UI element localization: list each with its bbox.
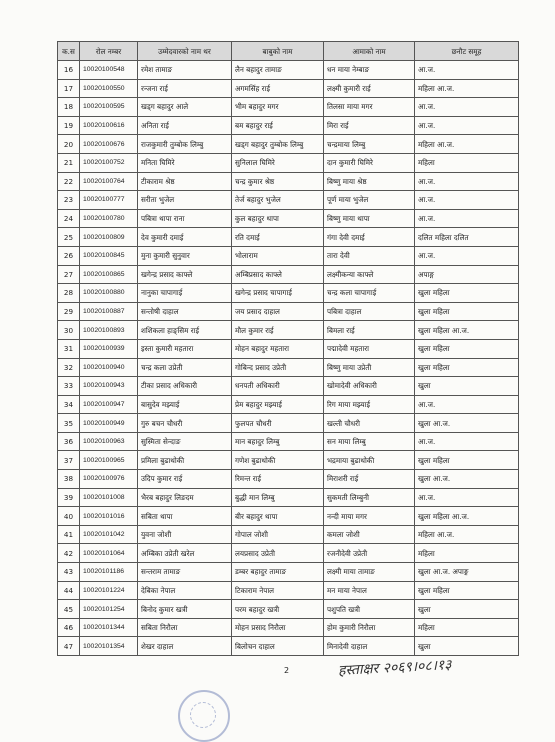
table-row [58, 525, 519, 544]
row-roll-number: 10020100976 [80, 470, 138, 489]
row-serial: 37 [58, 451, 80, 470]
table-row [58, 61, 519, 80]
row-mother-name: रिग माया मझ्याई [324, 395, 415, 414]
row-father-name: गोपाल जोशी [232, 525, 324, 544]
row-roll-number: 10020100548 [80, 61, 138, 80]
row-serial: 25 [58, 228, 80, 247]
row-serial: 33 [58, 377, 80, 396]
row-father-name: कुल बहादुर थापा [232, 209, 324, 228]
row-candidate-name: उदिप कुमार राई [138, 470, 232, 489]
table-row [58, 302, 519, 321]
row-selection-group: महिला आ.ज. [415, 525, 519, 544]
table-body [58, 61, 519, 656]
row-mother-name: दान कुमारी घिमिरे [324, 153, 415, 172]
row-roll-number: 10020100963 [80, 432, 138, 451]
row-father-name: टिकाराम नेपाल [232, 581, 324, 600]
row-selection-group: आ.ज. [415, 116, 519, 135]
row-father-name: रति दमाई [232, 228, 324, 247]
row-father-name: गणेश बुढाथोकी [232, 451, 324, 470]
header-selection-group: छनौट समूह [415, 42, 519, 61]
row-mother-name: खल्ती चौधरी [324, 414, 415, 433]
row-serial: 32 [58, 358, 80, 377]
row-mother-name: होम कुमारी निरौला [324, 618, 415, 637]
row-father-name: बीर बहादुर थापा [232, 507, 324, 526]
row-serial: 19 [58, 116, 80, 135]
row-selection-group: खुला आ.ज. अपाङ्ग [415, 563, 519, 582]
row-candidate-name: खड्ग बहादुर आले [138, 98, 232, 117]
row-candidate-name: देव कुमारी दमाई [138, 228, 232, 247]
row-roll-number: 10020101064 [80, 544, 138, 563]
table-row [58, 153, 519, 172]
row-mother-name: सन माया लिम्बु [324, 432, 415, 451]
row-serial: 36 [58, 432, 80, 451]
row-serial: 34 [58, 395, 80, 414]
row-mother-name: बिमला राई [324, 321, 415, 340]
row-candidate-name: इस्ता कुमारी महतारा [138, 339, 232, 358]
row-selection-group: खुला महिला [415, 339, 519, 358]
row-roll-number: 10020100887 [80, 302, 138, 321]
row-selection-group: दलित महिला दलित [415, 228, 519, 247]
row-selection-group: खुला [415, 600, 519, 619]
row-serial: 41 [58, 525, 80, 544]
row-candidate-name: खगेन्द्र प्रसाद काफ्ले [138, 265, 232, 284]
table-row [58, 618, 519, 637]
row-selection-group: खुला महिला [415, 358, 519, 377]
row-father-name: बुद्धी मान लिम्बु [232, 488, 324, 507]
table-row [58, 451, 519, 470]
table-row [58, 265, 519, 284]
row-roll-number: 10020100764 [80, 172, 138, 191]
row-selection-group: महिला [415, 618, 519, 637]
row-mother-name: तारा देवी [324, 246, 415, 265]
row-roll-number: 10020100752 [80, 153, 138, 172]
row-candidate-name: सरीता भुजेल [138, 191, 232, 210]
row-serial: 46 [58, 618, 80, 637]
row-serial: 44 [58, 581, 80, 600]
row-mother-name: लक्ष्मी माया तामाङ [324, 563, 415, 582]
row-father-name: अगमसिंह राई [232, 79, 324, 98]
table-row [58, 507, 519, 526]
row-selection-group: आ.ज. [415, 191, 519, 210]
row-selection-group: आ.ज. [415, 61, 519, 80]
row-mother-name: भद्रमाया बुढाथोकी [324, 451, 415, 470]
row-selection-group: खुला महिला आ.ज. [415, 507, 519, 526]
row-roll-number: 10020101186 [80, 563, 138, 582]
row-selection-group: अपाङ्ग [415, 265, 519, 284]
candidate-table [57, 41, 519, 656]
row-candidate-name: भैरब बहादुर लिङदम [138, 488, 232, 507]
table-row [58, 395, 519, 414]
row-candidate-name: प्रमिला बुढाथोकी [138, 451, 232, 470]
row-roll-number: 10020101254 [80, 600, 138, 619]
row-mother-name: लक्ष्मीकन्या काफ्ले [324, 265, 415, 284]
signature-text: हस्ताक्षर २०६९।०८।१३ [337, 657, 452, 679]
row-mother-name: धन माया नेम्बाङ [324, 61, 415, 80]
table-row [58, 191, 519, 210]
row-father-name: तेर्ज बहादुर भुजेल [232, 191, 324, 210]
row-roll-number: 10020101008 [80, 488, 138, 507]
row-mother-name: मिनादेवी दाहाल [324, 637, 415, 656]
row-father-name: सुनिलाल घिमिरे [232, 153, 324, 172]
row-mother-name: सुकमती लिम्बुनी [324, 488, 415, 507]
row-father-name: गोबिन्द प्रसाद उप्रेती [232, 358, 324, 377]
row-candidate-name: युवना जोशी [138, 525, 232, 544]
row-mother-name: पूर्ण माया भुजेल [324, 191, 415, 210]
table-row [58, 377, 519, 396]
row-candidate-name: मुना कुमारी सुनुवार [138, 246, 232, 265]
row-candidate-name: रमेश तामाङ [138, 61, 232, 80]
header-mother-name: आमाको नाम [324, 42, 415, 61]
signature [338, 657, 452, 679]
header-serial: क.स [58, 42, 80, 61]
row-father-name: भोलाराम [232, 246, 324, 265]
row-mother-name: नन्दी माया मगर [324, 507, 415, 526]
row-candidate-name: सबिता थापा [138, 507, 232, 526]
row-roll-number: 10020100809 [80, 228, 138, 247]
row-mother-name: बिष्णु माया श्रेष्ठ [324, 172, 415, 191]
row-selection-group: खुला महिला आ.ज. [415, 321, 519, 340]
table-row [58, 600, 519, 619]
row-serial: 45 [58, 600, 80, 619]
row-candidate-name: अनिता राई [138, 116, 232, 135]
row-selection-group: आ.ज. [415, 488, 519, 507]
row-selection-group: आ.ज. [415, 172, 519, 191]
row-candidate-name: टीका प्रसाद अधिकारी [138, 377, 232, 396]
row-candidate-name: शेखर दाहाल [138, 637, 232, 656]
row-mother-name: चन्द्रमाया लिम्बु [324, 135, 415, 154]
row-father-name: अम्बिप्रसाद काफ्ले [232, 265, 324, 284]
row-mother-name: गंगा देवी दमाई [324, 228, 415, 247]
row-candidate-name: रन्जना राई [138, 79, 232, 98]
row-mother-name: मन माया नेपाल [324, 581, 415, 600]
table-row [58, 432, 519, 451]
row-father-name: खड्ग बहादुर तुम्बोक लिम्बु [232, 135, 324, 154]
row-candidate-name: पबित्रा थापा राना [138, 209, 232, 228]
row-serial: 26 [58, 246, 80, 265]
row-roll-number: 10020100939 [80, 339, 138, 358]
row-serial: 40 [58, 507, 80, 526]
page-number: 2 [284, 666, 290, 675]
row-serial: 42 [58, 544, 80, 563]
header-father-name: बाबुको नाम [232, 42, 324, 61]
row-serial: 31 [58, 339, 80, 358]
row-serial: 21 [58, 153, 80, 172]
row-candidate-name: सुस्मिता सेन्दाङ [138, 432, 232, 451]
row-selection-group: आ.ज. [415, 209, 519, 228]
row-father-name: परम बहादुर खत्री [232, 600, 324, 619]
row-candidate-name: बासुदेव मझ्याई [138, 395, 232, 414]
row-serial: 22 [58, 172, 80, 191]
row-roll-number: 10020100780 [80, 209, 138, 228]
row-father-name: डम्बर बहादुर तामाङ [232, 563, 324, 582]
row-candidate-name: अम्बिका उप्रेती खरेल [138, 544, 232, 563]
row-roll-number: 10020101344 [80, 618, 138, 637]
row-serial: 35 [58, 414, 80, 433]
row-selection-group: खुला [415, 377, 519, 396]
row-serial: 24 [58, 209, 80, 228]
table-header-row [58, 42, 519, 61]
row-selection-group: महिला [415, 153, 519, 172]
table-row [58, 637, 519, 656]
row-mother-name: चन्द्र कला चापागाई [324, 284, 415, 303]
row-father-name: मोहन प्रसाद निरौला [232, 618, 324, 637]
row-serial: 27 [58, 265, 80, 284]
table-row [58, 228, 519, 247]
header-roll-number: रोल नम्बर [80, 42, 138, 61]
table-row [58, 116, 519, 135]
row-roll-number: 10020100880 [80, 284, 138, 303]
table-row [58, 339, 519, 358]
row-roll-number: 10020101354 [80, 637, 138, 656]
row-father-name: चन्द्र कुमार श्रेष्ठ [232, 172, 324, 191]
row-selection-group: खुला महिला [415, 284, 519, 303]
row-father-name: मोहन बहादुर महतारा [232, 339, 324, 358]
table-row [58, 470, 519, 489]
table-row [58, 79, 519, 98]
row-selection-group: महिला आ.ज. [415, 79, 519, 98]
row-father-name: रिमन्त राई [232, 470, 324, 489]
row-roll-number: 10020100943 [80, 377, 138, 396]
row-serial: 38 [58, 470, 80, 489]
row-father-name: बिलोचन दाहाल [232, 637, 324, 656]
table-row [58, 284, 519, 303]
row-father-name: प्रेम बहादुर मझ्याई [232, 395, 324, 414]
row-roll-number: 10020100940 [80, 358, 138, 377]
office-stamp [178, 690, 230, 742]
row-mother-name: कमला जोशी [324, 525, 415, 544]
row-mother-name: रजनीदेवी उप्रेती [324, 544, 415, 563]
row-mother-name: तिलसा माया मगर [324, 98, 415, 117]
table-row [58, 544, 519, 563]
row-roll-number: 10020100865 [80, 265, 138, 284]
row-father-name: बम बहादुर राई [232, 116, 324, 135]
row-mother-name: पबित्रा दाहाल [324, 302, 415, 321]
row-roll-number: 10020100893 [80, 321, 138, 340]
table-row [58, 581, 519, 600]
table-row [58, 98, 519, 117]
row-serial: 23 [58, 191, 80, 210]
row-selection-group: खुला आ.ज. [415, 470, 519, 489]
row-serial: 29 [58, 302, 80, 321]
row-mother-name: पशुपति खत्री [324, 600, 415, 619]
stamp-inner-ring [190, 702, 216, 728]
row-serial: 16 [58, 61, 80, 80]
row-selection-group: खुला आ.ज. [415, 414, 519, 433]
row-candidate-name: चन्द्र कला उप्रेती [138, 358, 232, 377]
row-roll-number: 10020100676 [80, 135, 138, 154]
row-father-name: फुलपत चौधरी [232, 414, 324, 433]
row-father-name: धनपती अधिकारी [232, 377, 324, 396]
table-row [58, 209, 519, 228]
row-mother-name: बिष्णु माया थापा [324, 209, 415, 228]
table-row [58, 358, 519, 377]
row-roll-number: 10020100550 [80, 79, 138, 98]
row-roll-number: 10020101224 [80, 581, 138, 600]
row-mother-name: बिष्णु माया उप्रेती [324, 358, 415, 377]
row-roll-number: 10020101042 [80, 525, 138, 544]
row-candidate-name: शशिकला हाङ्सिम राई [138, 321, 232, 340]
header-candidate-name: उम्मेदवारको नाम थर [138, 42, 232, 61]
row-serial: 18 [58, 98, 80, 117]
row-selection-group: महिला [415, 544, 519, 563]
table-row [58, 488, 519, 507]
row-roll-number: 10020101016 [80, 507, 138, 526]
row-serial: 47 [58, 637, 80, 656]
row-candidate-name: सन्तराम तामाङ [138, 563, 232, 582]
row-selection-group: खुला महिला [415, 581, 519, 600]
row-selection-group: आ.ज. [415, 246, 519, 265]
table-row [58, 246, 519, 265]
row-father-name: लैन बहादुर तामाङ [232, 61, 324, 80]
row-candidate-name: बिनोद कुमार खत्री [138, 600, 232, 619]
row-mother-name: मिराशरी राई [324, 470, 415, 489]
row-selection-group: आ.ज. [415, 432, 519, 451]
row-roll-number: 10020100947 [80, 395, 138, 414]
row-candidate-name: सबिता निरौला [138, 618, 232, 637]
row-serial: 43 [58, 563, 80, 582]
row-roll-number: 10020100777 [80, 191, 138, 210]
row-candidate-name: मनिता घिमिरे [138, 153, 232, 172]
table-row [58, 563, 519, 582]
row-serial: 20 [58, 135, 80, 154]
row-roll-number: 10020100616 [80, 116, 138, 135]
row-candidate-name: टीकाराम श्रेष्ठ [138, 172, 232, 191]
table-row [58, 321, 519, 340]
row-selection-group: खुला महिला [415, 302, 519, 321]
table-row [58, 172, 519, 191]
row-roll-number: 10020100845 [80, 246, 138, 265]
row-serial: 39 [58, 488, 80, 507]
row-serial: 28 [58, 284, 80, 303]
row-candidate-name: नानुका चापागाई [138, 284, 232, 303]
row-selection-group: खुला महिला [415, 451, 519, 470]
row-serial: 30 [58, 321, 80, 340]
row-mother-name: पद्मादेवी महतारा [324, 339, 415, 358]
row-candidate-name: गुरु बचन चौधरी [138, 414, 232, 433]
row-father-name: खगेन्द्र प्रसाद चापागाई [232, 284, 324, 303]
table-row [58, 135, 519, 154]
table-row [58, 414, 519, 433]
row-selection-group: आ.ज. [415, 98, 519, 117]
row-roll-number: 10020100965 [80, 451, 138, 470]
row-father-name: मौल कुमार राई [232, 321, 324, 340]
row-candidate-name: राजकुमारी तुम्बोक लिम्बु [138, 135, 232, 154]
row-selection-group: महिला आ.ज. [415, 135, 519, 154]
row-father-name: मान बहादुर लिम्बु [232, 432, 324, 451]
row-candidate-name: सन्तोषी दाहाल [138, 302, 232, 321]
row-roll-number: 10020100595 [80, 98, 138, 117]
row-roll-number: 10020100949 [80, 414, 138, 433]
row-father-name: जय प्रसाद दाहाल [232, 302, 324, 321]
row-selection-group: आ.ज. [415, 395, 519, 414]
row-serial: 17 [58, 79, 80, 98]
row-mother-name: लक्ष्मी कुमारी राई [324, 79, 415, 98]
row-selection-group: खुला [415, 637, 519, 656]
row-mother-name: मिरा राई [324, 116, 415, 135]
row-candidate-name: देबिका नेपाल [138, 581, 232, 600]
row-father-name: लयप्रसाद उप्रेती [232, 544, 324, 563]
row-father-name: भीम बहादुर मगर [232, 98, 324, 117]
row-mother-name: खोमादेवी अधिकारी [324, 377, 415, 396]
